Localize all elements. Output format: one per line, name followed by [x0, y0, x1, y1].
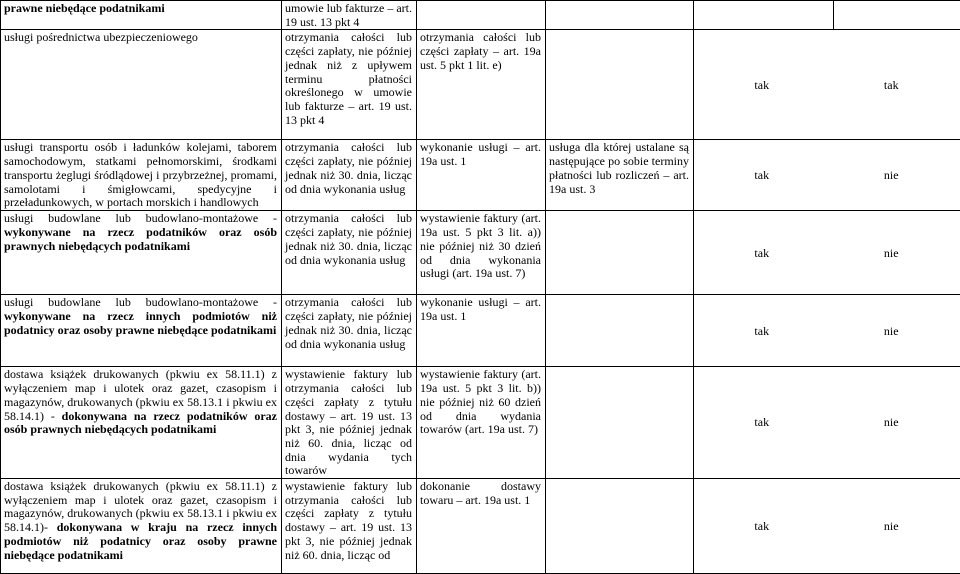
table-row — [1, 1, 960, 30]
exception-cell — [546, 30, 694, 140]
flag-value: nie — [884, 325, 899, 339]
flag-value: nie — [884, 247, 899, 261]
flag-value: nie — [884, 169, 899, 183]
exception-cell: usługa dla której ustalane są następujące po sobie terminy płatności lub rozliczeń – art. 19a ust. 3 — [546, 140, 694, 211]
tax-obligation-cell: wykonanie usługi – art. 19a ust. 1 — [417, 140, 546, 211]
flag-value: tak — [754, 325, 769, 339]
tax-obligation-cell: dokonanie dostawy towaru – art. 19a ust. 1 — [417, 479, 546, 574]
flags-cell — [694, 295, 960, 367]
flag-value: tak — [754, 247, 769, 261]
service-cell: usługi budowlane lub budowlano-montażowe - wykonywane na rzecz podatników oraz osób prawnych niebędących podatnikami — [1, 211, 282, 295]
service-cell: usługi transportu osób i ładunków kolejami, taborem samochodowym, statkami pełnomorskimi, środkami transportu żeglugi śródlądowej i przybrzeżnej, promami, samolotami i śmigłowcami, spedycyjne i przeładunkowych, w portach morskich i handlowych — [1, 140, 282, 211]
flags-cell — [694, 140, 960, 211]
table-row — [1, 479, 960, 574]
flags-cell — [694, 479, 960, 574]
tax-moment-cell: otrzymania całości lub części zapłaty, nie później jednak niż z upływem terminu płatności określonego w umowie lub fakturze – art. 19 ust. 13 pkt 4 — [282, 30, 417, 140]
tax-moment-cell: otrzymania całości lub części zapłaty, nie później jednak niż 30. dnia, licząc od dnia wykonania usług — [282, 211, 417, 295]
exception-cell — [546, 1, 694, 30]
table-row — [1, 295, 960, 367]
tax-obligation-cell: wystawienie faktury (art. 19a ust. 5 pkt 3 lit. b)) nie później niż 60 dzień od dnia wydania towarów (art. 19a ust. 7) — [417, 367, 546, 479]
flags-cell — [694, 30, 960, 140]
flag-value: tak — [754, 79, 769, 93]
flags-cell — [694, 367, 960, 479]
exception-cell — [546, 367, 694, 479]
tax-moment-cell: wystawienie faktury lub otrzymania całości lub części zapłaty z tytułu dostawy – art. 19 ust. 13 pkt 3, nie później jednak niż 60. dnia, licząc od dnia wydania tych towarów — [282, 367, 417, 479]
tax-moment-cell: otrzymania całości lub części zapłaty, nie później jednak niż 30. dnia, licząc od dnia wykonania usług — [282, 140, 417, 211]
tax-moment-cell: otrzymania całości lub części zapłaty, nie później jednak niż 30. dnia, licząc od dnia wykonania usług — [282, 295, 417, 367]
tax-obligation-cell — [417, 1, 546, 30]
flag-value: tak — [754, 169, 769, 183]
flag-cell — [834, 1, 960, 30]
flag-value: nie — [884, 416, 899, 430]
flag-value: tak — [754, 416, 769, 430]
flag-value: tak — [884, 79, 899, 93]
service-cell: prawne niebędące podatnikami — [1, 1, 282, 30]
tax-moment-cell: umowie lub fakturze – art. 19 ust. 13 pkt 4 — [282, 1, 417, 30]
exception-cell — [546, 479, 694, 574]
table-row — [1, 211, 960, 295]
table-row — [1, 140, 960, 211]
tax-obligation-cell: wystawienie faktury (art. 19a ust. 5 pkt 3 lit. a)) nie później niż 30 dzień od dnia wykonania usługi (art. 19a ust. 7) — [417, 211, 546, 295]
tax-obligation-cell: wykonanie usługi – art. 19a ust. 1 — [417, 295, 546, 367]
flag-cell — [694, 1, 834, 30]
service-cell: dostawa książek drukowanych (pkwiu ex 58.11.1) z wyłączeniem map i ulotek oraz gazet, czasopism i magazynów, drukowanych (pkwiu ex 58.13.1 i pkwiu ex 58.14.1)- dokonywana w kraju na rzecz innych podmiotów niż podatnicy oraz osoby prawne niebędące podatnikami — [1, 479, 282, 574]
flags-cell — [694, 211, 960, 295]
service-cell: usługi budowlane lub budowlano-montażowe - wykonywane na rzecz innych podmiotów niż podatnicy oraz osoby prawne niebędące podatnikami — [1, 295, 282, 367]
table-row — [1, 30, 960, 140]
table-row — [1, 367, 960, 479]
tax-obligation-cell: otrzymania całości lub części zapłaty – art. 19a ust. 5 pkt 1 lit. e) — [417, 30, 546, 140]
service-cell: dostawa książek drukowanych (pkwiu ex 58.11.1) z wyłączeniem map i ulotek oraz gazet, czasopism i magazynów, drukowanych (pkwiu ex 58.13.1 i pkwiu ex 58.14.1) - dokonywana na rzecz podatników oraz osób prawnych niebędących podatnikami — [1, 367, 282, 479]
flag-value: nie — [884, 520, 899, 534]
exception-cell — [546, 211, 694, 295]
service-cell: usługi pośrednictwa ubezpieczeniowego — [1, 30, 282, 140]
tax-moment-cell: wystawienie faktury lub otrzymania całości lub części zapłaty z tytułu dostawy – art. 19 ust. 13 pkt 3, nie później jednak niż 60. dnia, licząc od — [282, 479, 417, 574]
exception-cell — [546, 295, 694, 367]
flag-value: tak — [754, 520, 769, 534]
